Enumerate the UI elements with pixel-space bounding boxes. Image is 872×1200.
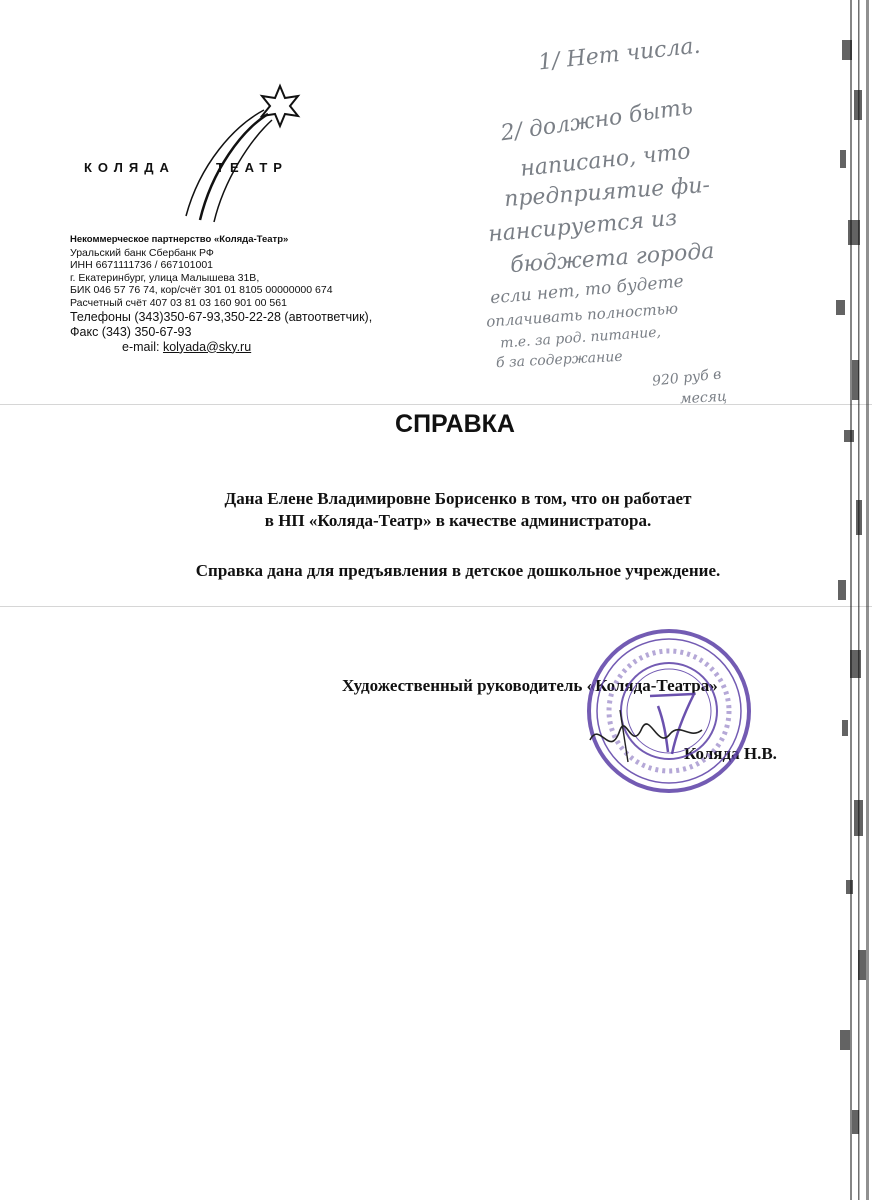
- note-line: написано, что: [519, 139, 692, 182]
- email-label: e-mail:: [122, 339, 163, 354]
- logo-text-right: ТЕАТР: [216, 160, 288, 175]
- inn: ИНН 6671111736 / 667101001: [70, 259, 213, 272]
- document-title: СПРАВКА: [395, 410, 515, 438]
- paragraph-purpose: Справка дана для предъявления в детское дошкольное учреждение.: [195, 561, 721, 580]
- email-line: [122, 340, 400, 355]
- fax: Факс (343) 350-67-93: [70, 324, 192, 339]
- paragraph-line: Дана Елене Владимировне Борисенко в том, что он работает: [224, 489, 692, 508]
- organization-name: Некоммерческое партнерство «Коляда-Театр»: [70, 234, 289, 245]
- note-line: 1/ Нет числа.: [537, 33, 702, 76]
- note-line: б за содержание: [495, 348, 623, 372]
- account-number: Расчетный счёт 407 03 81 03 160 901 00 561: [70, 296, 287, 309]
- handwritten-signature: [580, 700, 720, 770]
- note-line: если нет, то будете: [489, 271, 685, 309]
- signatory-role: Художественный руководитель «Коляда-Театра»: [342, 676, 718, 695]
- note-line: месяц: [679, 388, 728, 408]
- signatory-name: Коляда Н.В.: [684, 744, 777, 763]
- bank-name: Уральский банк Сбербанк РФ: [70, 246, 214, 259]
- note-line: 2/ должно быть: [499, 94, 695, 147]
- note-line: предприятие фи-: [503, 172, 711, 213]
- paragraph-employment: [0, 488, 872, 532]
- logo-text-left: КОЛЯДА: [84, 160, 175, 175]
- bik: БИК 046 57 76 74, кор/счёт 301 01 8105 00000000 674: [70, 284, 333, 297]
- phones: Телефоны (343)350-67-93,350-22-28 (автоответчик),: [70, 309, 373, 324]
- email-link[interactable]: kolyada@sky.ru: [162, 339, 252, 354]
- fold-line-bottom: [0, 606, 872, 607]
- note-line: нансируется из: [487, 205, 679, 248]
- handwritten-note: [480, 30, 810, 420]
- theatre-logo-comet-icon: [72, 80, 332, 230]
- note-line: бюджета города: [509, 238, 716, 279]
- letterhead-details: [70, 234, 400, 355]
- paragraph-line: в НП «Коляда-Театр» в качестве администратора.: [264, 511, 652, 530]
- address: г. Екатеринбург, улица Малышева 31В,: [70, 271, 260, 284]
- note-line: оплачивать полностью: [485, 299, 679, 331]
- note-line: 920 руб в: [651, 366, 723, 390]
- note-line: т.е. за род. питание,: [499, 324, 662, 352]
